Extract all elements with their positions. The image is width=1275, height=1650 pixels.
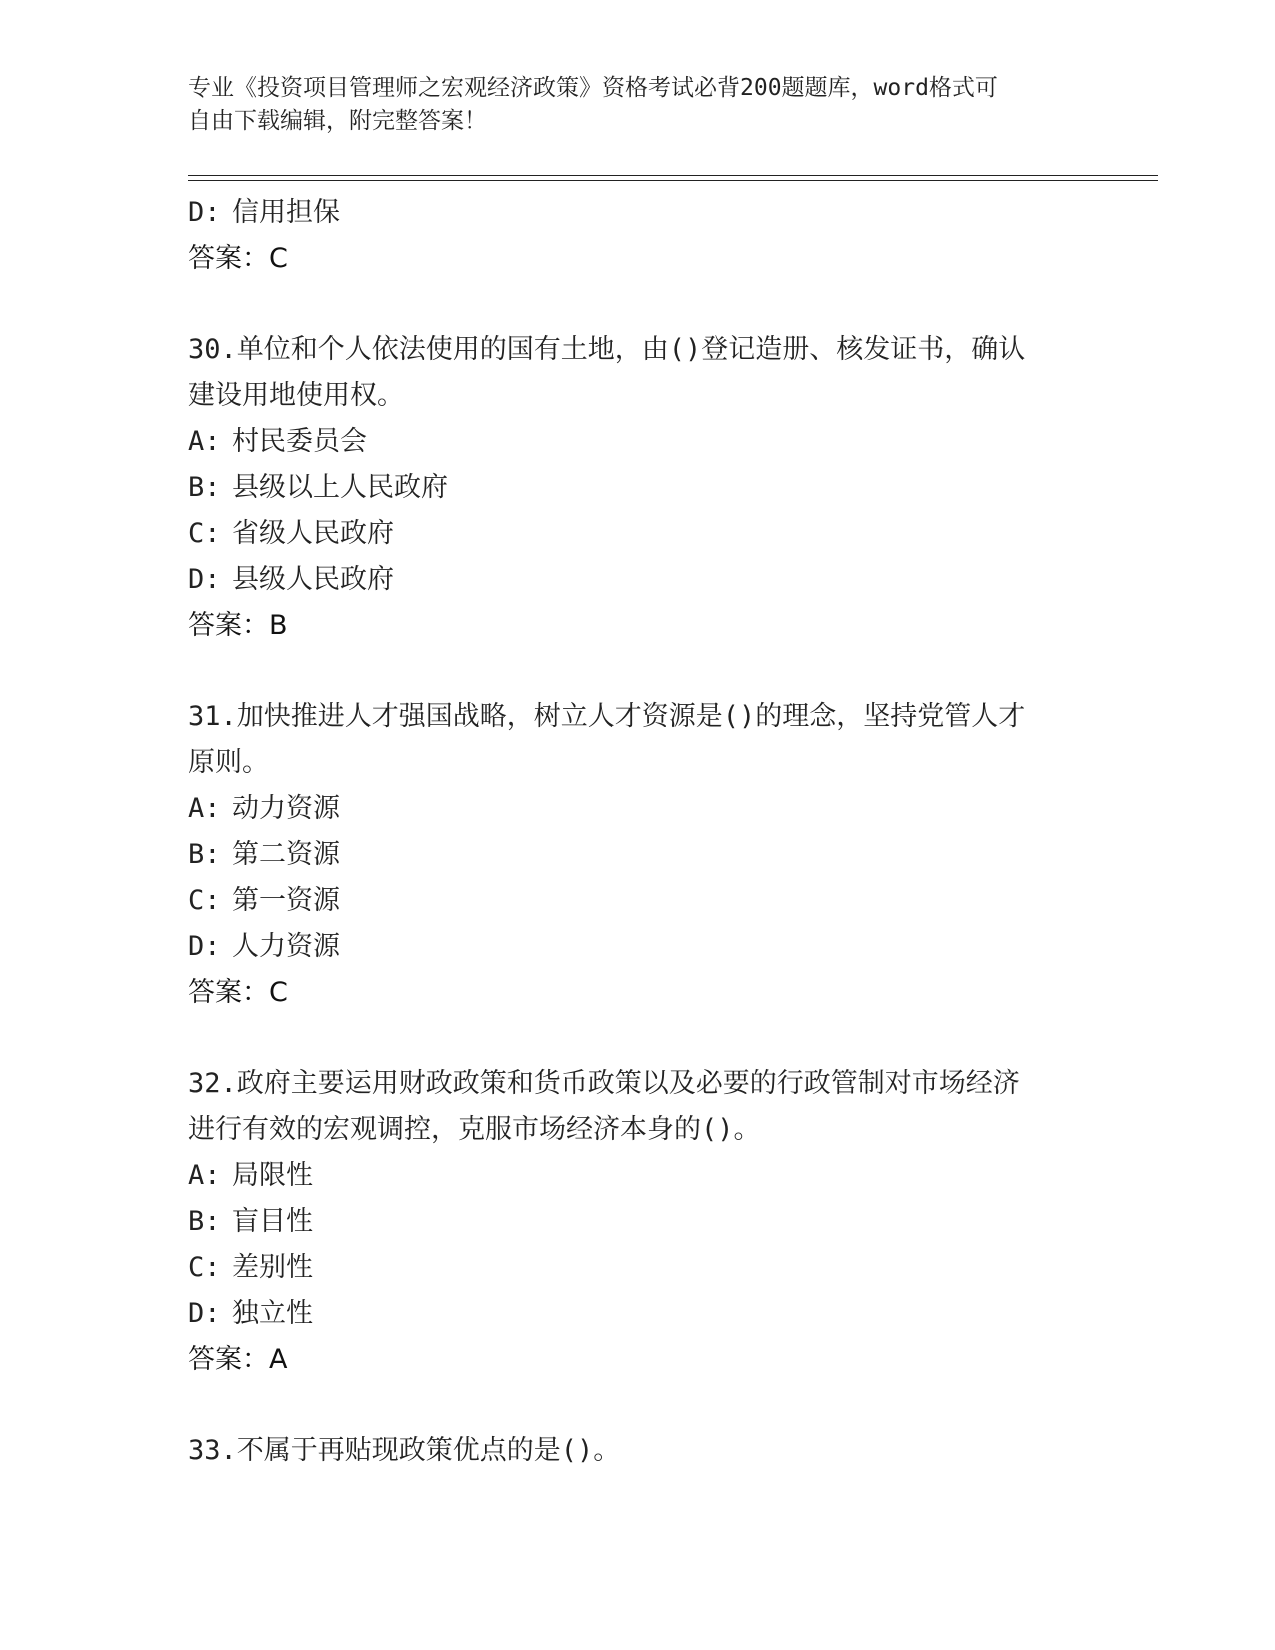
question-stem-continued: 进行有效的宏观调控，克服市场经济本身的()。 <box>188 1114 761 1145</box>
option-label: C: <box>188 1252 221 1283</box>
option-text: 省级人民政府 <box>232 518 394 549</box>
question-stem-continued: 原则。 <box>188 747 269 778</box>
option-d <box>188 557 1088 603</box>
question-31 <box>188 694 1088 1016</box>
question-stem-continued: 建设用地使用权。 <box>188 380 404 411</box>
option-c <box>188 511 1088 557</box>
option-text: 县级以上人民政府 <box>232 472 448 503</box>
option-label: D: <box>188 1298 221 1329</box>
option-d <box>188 190 1088 236</box>
option-label: B: <box>188 472 221 503</box>
header-line-2: 自由下载编辑，附完整答案！ <box>188 108 487 134</box>
option-label: A: <box>188 1160 221 1191</box>
answer-line: 答案：A <box>188 1344 288 1375</box>
answer-line: 答案：C <box>188 977 288 1008</box>
option-text: 县级人民政府 <box>232 564 394 595</box>
option-text: 盲目性 <box>232 1206 313 1237</box>
question-stem: 32.政府主要运用财政政策和货币政策以及必要的行政管制对市场经济 <box>188 1068 1020 1099</box>
option-label: B: <box>188 1206 221 1237</box>
answer-line: 答案：C <box>188 243 288 274</box>
option-text: 局限性 <box>232 1160 313 1191</box>
option-b <box>188 1199 1088 1245</box>
answer-line: 答案：B <box>188 610 288 641</box>
option-label: C: <box>188 518 221 549</box>
header-rule-bottom <box>188 180 1158 181</box>
option-label: D: <box>188 931 221 962</box>
option-text: 差别性 <box>232 1252 313 1283</box>
option-text: 信用担保 <box>232 197 340 228</box>
option-label: D: <box>188 197 221 228</box>
option-b <box>188 465 1088 511</box>
question-stem: 33.不属于再贴现政策优点的是()。 <box>188 1435 621 1466</box>
question-stem: 30.单位和个人依法使用的国有土地，由()登记造册、核发证书，确认 <box>188 334 1026 365</box>
option-label: B: <box>188 839 221 870</box>
option-label: A: <box>188 793 221 824</box>
option-a <box>188 1153 1088 1199</box>
option-text: 独立性 <box>232 1298 313 1329</box>
option-label: A: <box>188 426 221 457</box>
option-c <box>188 878 1088 924</box>
page-header <box>188 72 1088 138</box>
option-label: D: <box>188 564 221 595</box>
option-d <box>188 924 1088 970</box>
option-a <box>188 786 1088 832</box>
option-b <box>188 832 1088 878</box>
option-a <box>188 419 1088 465</box>
question-32 <box>188 1061 1088 1383</box>
header-rule-top <box>188 175 1158 176</box>
question-list <box>188 190 1088 1474</box>
option-d <box>188 1291 1088 1337</box>
option-text: 动力资源 <box>232 793 340 824</box>
question-stem: 31.加快推进人才强国战略，树立人才资源是()的理念，坚持党管人才 <box>188 701 1026 732</box>
option-text: 村民委员会 <box>232 426 367 457</box>
question-30 <box>188 327 1088 649</box>
option-text: 第二资源 <box>232 839 340 870</box>
option-label: C: <box>188 885 221 916</box>
option-text: 人力资源 <box>232 931 340 962</box>
option-text: 第一资源 <box>232 885 340 916</box>
option-c <box>188 1245 1088 1291</box>
header-line-1: 专业《投资项目管理师之宏观经济政策》资格考试必背200题题库，word格式可 <box>188 75 998 101</box>
question-33 <box>188 1428 1088 1474</box>
